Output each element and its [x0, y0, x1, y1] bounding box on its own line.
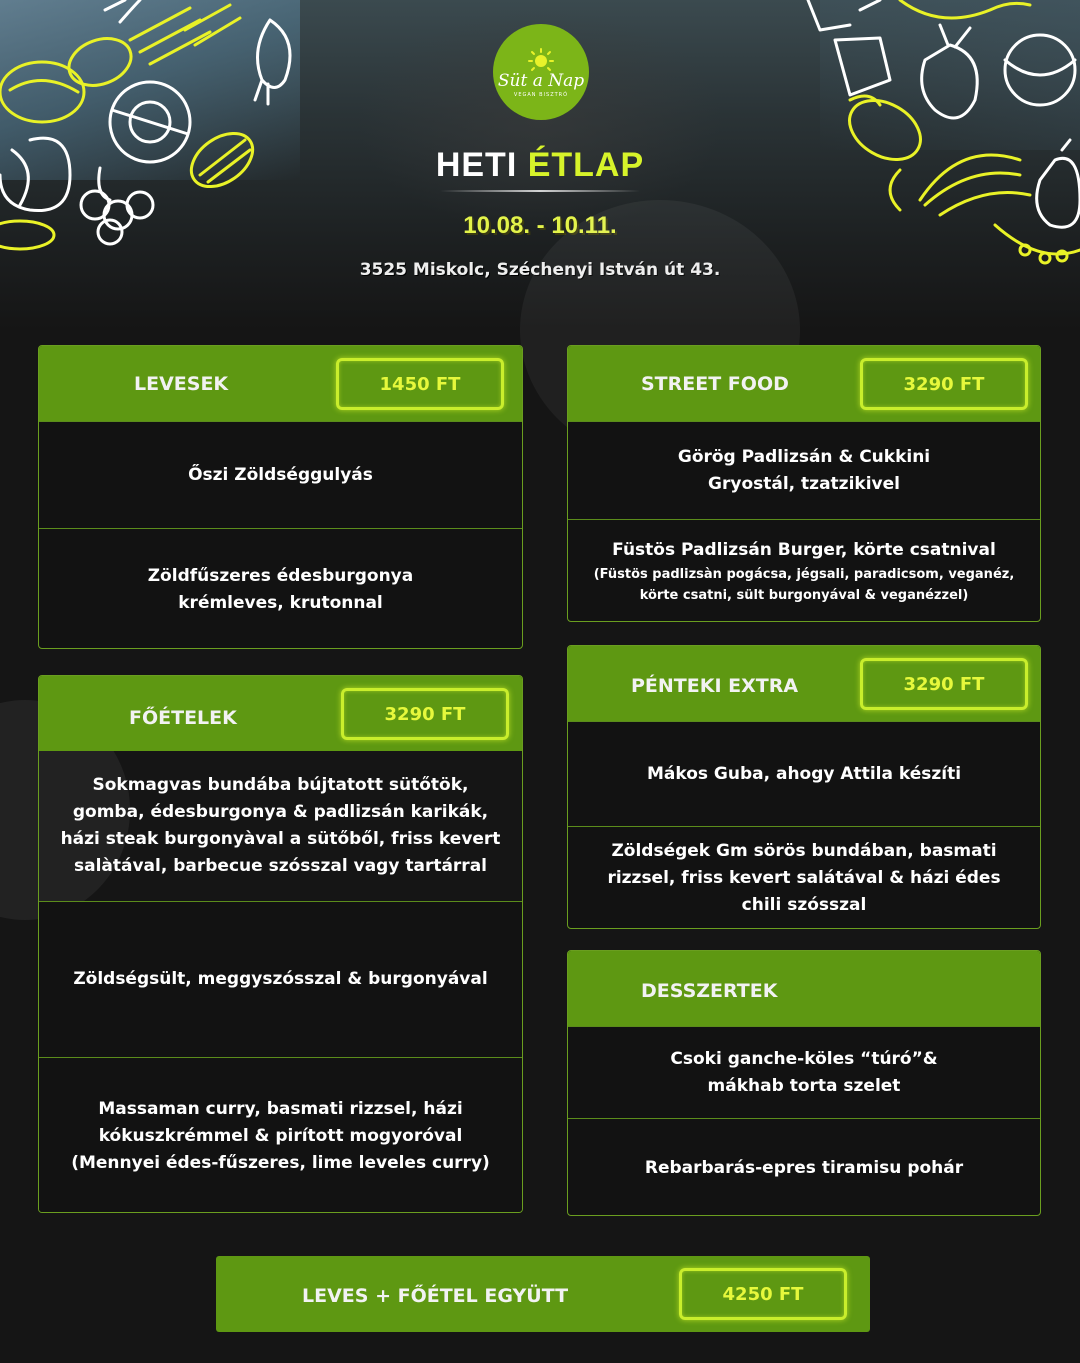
menu-item-name: Rebarbarás-epres tiramisu pohár: [644, 1157, 964, 1178]
menu-item-name: Zöldségsült, meggyszósszal & burgonyával: [73, 969, 488, 989]
section-levesek: [38, 345, 523, 649]
section-title: DESSZERTEK: [641, 979, 778, 1002]
menu-item: [568, 421, 1040, 519]
logo-wordmark: Süt a Nap: [497, 70, 585, 91]
title-part-etlap: ÉTLAP: [527, 146, 645, 184]
section-penteki-extra: [567, 645, 1041, 929]
menu-item-name: Zöldfűszeres édesburgonya krémleves, krutonnal: [147, 565, 414, 613]
section-title: FŐÉTELEK: [129, 706, 237, 729]
price-badge: 3290 FT: [341, 688, 509, 740]
menu-item-name: Zöldségek Gm sörös bundában, basmati rizzsel, friss kevert salátával & házi édes chili szósszal: [607, 841, 1001, 915]
section-title: LEVESEK: [134, 372, 229, 395]
menu-item-name: Mákos Guba, ahogy Attila készíti: [646, 763, 962, 784]
menu-item-name: Csoki ganche-köles “túró”& mákhab torta szelet: [670, 1048, 938, 1096]
menu-item-name: Sokmagvas bundába bújtatott sütőtök, gomba, édesburgonya & padlizsán karikák, házi steak burgonyàval a sütőből, friss kevert salàtával, barbecue szósszal vagy tartárral: [60, 775, 501, 876]
section-title: STREET FOOD: [641, 372, 789, 395]
menu-item: [39, 421, 522, 528]
menu-item: [568, 721, 1040, 826]
menu-item-name: Őszi Zöldséggulyás: [188, 464, 373, 485]
title-part-heti: HETI: [435, 146, 518, 184]
date-range: 10.08. - 10.11.: [463, 212, 617, 239]
sun-icon: [524, 47, 558, 73]
menu-item: [39, 901, 522, 1057]
menu-item: [568, 1026, 1040, 1118]
section-foetelek: [38, 675, 523, 1213]
address: 3525 Miskolc, Széchenyi István út 43.: [359, 260, 721, 280]
section-header: [568, 951, 1040, 1026]
section-title: PÉNTEKI EXTRA: [631, 674, 799, 697]
menu-item: [568, 1118, 1040, 1216]
menu-item: [39, 528, 522, 649]
price-badge: 1450 FT: [336, 358, 504, 410]
menu-item: [39, 1057, 522, 1213]
logo-subtext: VEGAN BISZTRÓ: [513, 91, 569, 98]
page-title: [0, 146, 1080, 185]
combo-offer: [216, 1256, 870, 1332]
title-underline: [440, 190, 640, 192]
combo-label: LEVES + FŐÉTEL EGYÜTT: [302, 1285, 569, 1307]
menu-item: [568, 826, 1040, 929]
combo-price-badge: 4250 FT: [679, 1268, 847, 1320]
section-street-food: [567, 345, 1041, 622]
menu-item-name: Görög Padlizsán & Cukkini Gryostál, tzatzikivel: [677, 446, 931, 494]
menu-item: [39, 751, 522, 901]
logo: [493, 24, 589, 120]
section-desszertek: [567, 950, 1041, 1216]
menu-item-name: Massaman curry, basmati rizzsel, házi kókuszkrémmel & pirított mogyoróval (Mennyei édes-fűszeres, lime leveles curry): [71, 1098, 490, 1173]
menu-item-name: Füstös Padlizsán Burger, körte csatnival: [612, 540, 996, 560]
price-badge: 3290 FT: [860, 358, 1028, 410]
price-badge: 3290 FT: [860, 658, 1028, 710]
menu-item: [568, 519, 1040, 622]
menu-item-description: (Füstös padlizsàn pogácsa, jégsali, paradicsom, veganéz, körte csatni, sült burgonyával & veganézzel): [593, 567, 1015, 603]
